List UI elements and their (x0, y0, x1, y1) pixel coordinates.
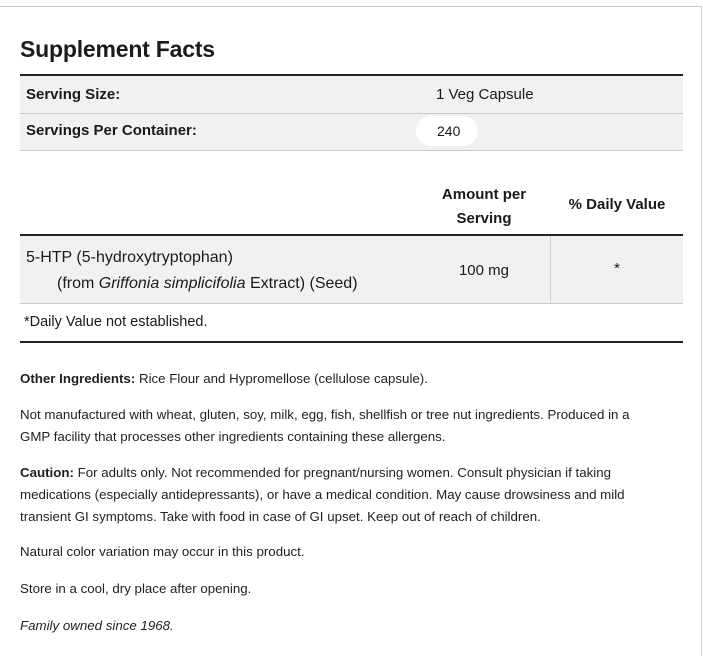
ingredient-daily-value: * (614, 260, 620, 277)
ingredient-name: 5-HTP (5-hydroxytryptophan) (26, 249, 233, 266)
amount-per-serving-header (418, 183, 550, 231)
servings-per-container-label: Servings Per Container: (26, 122, 197, 139)
ingredient-source-species: Griffonia simplicifolia (98, 275, 246, 292)
allergen-line: GMP facility that processes other ingredients containing these allergens. (20, 429, 446, 444)
page-title: Supplement Facts (20, 36, 215, 62)
row-divider (20, 150, 683, 151)
caution-line: medications (especially antidepressants), or have a medical condition. May cause drowsiness and mild (20, 487, 625, 502)
ingredient-source-prefix: (from (57, 275, 99, 292)
servings-per-container-value: 240 (437, 123, 461, 139)
allergen-line: Not manufactured with wheat, gluten, soy, milk, egg, fish, shellfish or tree nut ingredients. Produced in a (20, 407, 630, 422)
other-ingredients-label: Other Ingredients: (20, 371, 136, 386)
amount-header-line2: Serving (456, 210, 512, 227)
bottom-rule (20, 341, 683, 343)
caution-statement (20, 462, 680, 528)
daily-value-footnote: *Daily Value not established. (24, 314, 208, 330)
ingredient-source-suffix: Extract) (Seed) (245, 275, 358, 292)
amount-header-line1: Amount per (441, 186, 527, 203)
other-ingredients (20, 368, 680, 390)
caution-label: Caution: (20, 465, 74, 480)
ingredient-source (57, 274, 358, 294)
caution-line: transient GI symptoms. Take with food in case of GI upset. Keep out of reach of children. (20, 509, 541, 524)
serving-size-label: Serving Size: (26, 86, 121, 103)
serving-size-value: 1 Veg Capsule (436, 86, 534, 103)
storage-note: Store in a cool, dry place after opening. (20, 581, 252, 596)
row-divider (20, 303, 683, 304)
daily-value-header: % Daily Value (568, 196, 666, 213)
family-owned-note: Family owned since 1968. (20, 618, 174, 633)
color-variation-note: Natural color variation may occur in this product. (20, 544, 305, 559)
caution-line: For adults only. Not recommended for pregnant/nursing women. Consult physician if taking (73, 465, 611, 480)
allergen-statement (20, 404, 680, 448)
column-divider (550, 236, 551, 303)
ingredient-amount: 100 mg (458, 262, 510, 279)
other-ingredients-text: Rice Flour and Hypromellose (cellulose capsule). (135, 371, 428, 386)
